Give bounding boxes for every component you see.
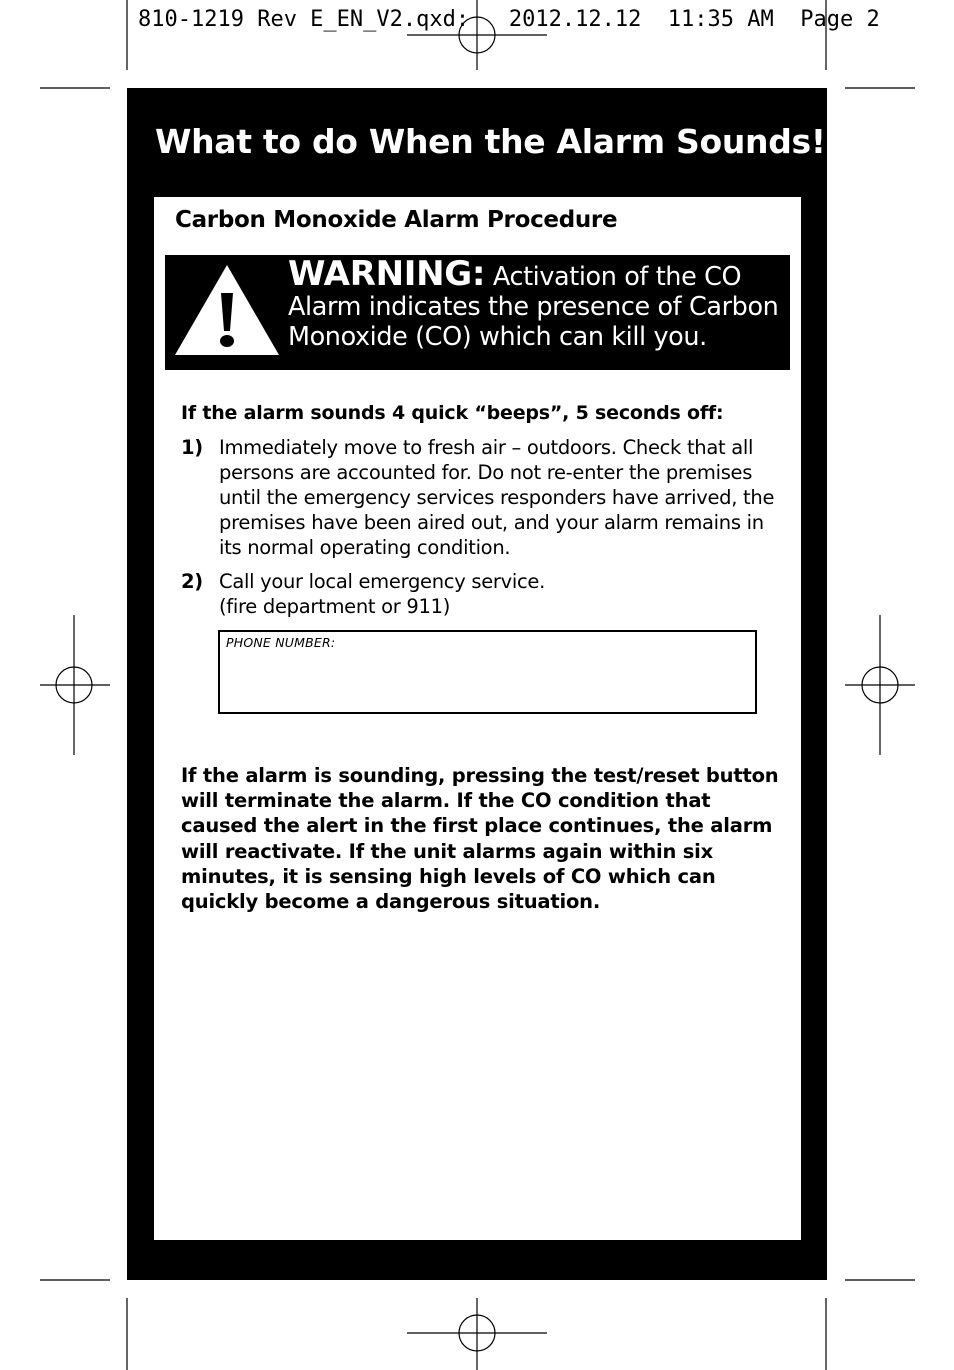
warning-text: Activation of the CO Alarm indicates the presence of Carbon Monoxide (CO) which can kill you. xyxy=(288,262,779,352)
procedure-card xyxy=(154,197,801,1240)
section-title: Carbon Monoxide Alarm Procedure xyxy=(175,207,618,233)
alarm-pattern-heading: If the alarm sounds 4 quick “beeps”, 5 seconds off: xyxy=(181,402,724,424)
step-number: 2) xyxy=(181,570,203,593)
step-text xyxy=(219,569,779,619)
page-title: What to do When the Alarm Sounds! xyxy=(155,122,826,161)
reset-note: If the alarm is sounding, pressing the test/reset button will terminate the alarm. If the CO condition that caused the alert in the first place continues, the alarm will reactivate. If the unit alarms again within six minutes, it is sensing high levels of CO which can quickly become a dangerous situation. xyxy=(181,764,779,914)
registration-mark-bottom xyxy=(407,1298,547,1370)
step-text: Immediately move to fresh air – outdoors. Check that all persons are accounted for. Do not re-enter the premises until the emergency services responders have arrived, the premises have been aired out, and your alarm remains in its normal operating condition. xyxy=(219,436,775,559)
procedure-step-1 xyxy=(181,435,775,565)
warning-triangle-icon xyxy=(173,263,281,357)
warning-label: WARNING: xyxy=(288,254,486,294)
phone-number-box[interactable] xyxy=(218,630,757,714)
procedure-step-2 xyxy=(181,569,771,629)
step-subtext: (fire department or 911) xyxy=(219,595,451,618)
warning-banner xyxy=(165,255,790,370)
phone-number-label: PHONE NUMBER: xyxy=(226,635,336,650)
registration-mark-right xyxy=(845,615,915,755)
warning-message xyxy=(288,254,783,352)
step-number: 1) xyxy=(181,436,203,459)
step-main-text: Call your local emergency service. xyxy=(219,570,545,593)
file-slug-line: 810-1219 Rev E_EN_V2.qxd: 2012.12.12 11:35 AM Page 2 xyxy=(138,7,880,32)
registration-mark-left xyxy=(40,615,110,755)
instruction-panel xyxy=(127,88,827,1280)
